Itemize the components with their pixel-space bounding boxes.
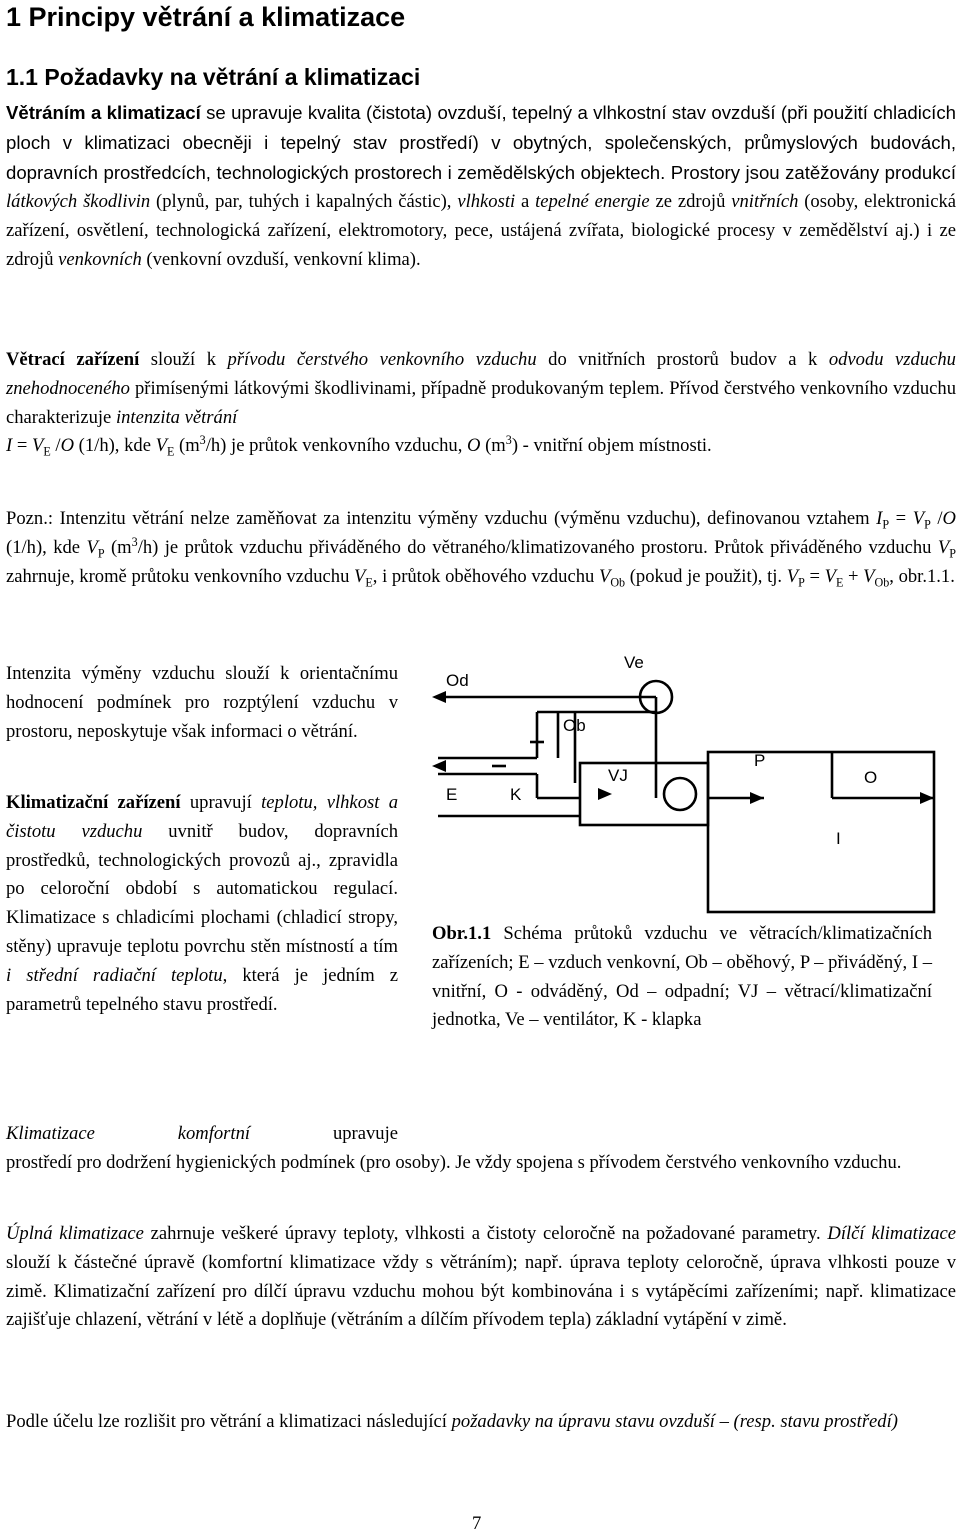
paragraph-air-exchange: Intenzita výměny vzduchu slouží k orientačnímu hodnocení podmínek pro rozptýlení vzduchu v prostoru, neposkytuje však informaci o větrání. [6,663,398,742]
term-internal: vnitřních [731,191,799,213]
text: slouží k [139,349,228,370]
term-temp-humidity-cleanliness: teplotu, vlhkost a čistotu vzduchu [6,792,398,842]
label-ob: Ob [563,716,586,735]
arrow-right-icon [598,788,612,800]
chapter-heading: 1 Principy větrání a klimatizace [6,2,406,32]
figure-caption-number: Obr.1.1 [432,923,492,944]
text: se upravuje kvalita (čistota) ovzduší, tepelný a vlhkostní stav ovzduší (při použití chladicích ploch v klimatizaci obecněji i tepelný stav prostředí) v obytných, společenských, průmyslových budovách, dopravních prostředcích, technologických prostorech i zemědělských objektech. Prostory jsou zatěžovány produkcí [6,102,956,183]
arrow-right-icon [750,792,764,804]
text: (osoby, elektronická zařízení, osvětlení, technologická zařízení, elektromotory, pece, ustájená zvířata, biologické procesy v zemědělství aj.) i ze zdrojů [6,191,957,270]
page-number: 7 [472,1513,482,1534]
term-ventilation-device: Větrací zařízení [6,349,140,370]
term-ventilation-rate: intenzita větrání [115,406,238,428]
figure-caption [432,920,932,1035]
airflow-schematic-diagram [432,648,942,918]
paragraph-intro [6,99,956,275]
paragraph-ac-device: Klimatizační zařízení upravují teplotu, vlhkost a čistotu vzduchu uvnitř budov, dopravních prostředků, technologických provozů aj., zpravidla po celoroční období s automatickou regulací. Klimatizace s chladicími plochami (chladicí stropy, stěny) upravuje teplotu povrchu stěn místností a tím i střední radiační teplotu, která je jedním z parametrů tepelného stavu prostředí. [6,792,398,1015]
arrow-left-icon [432,691,446,703]
term-partial-ac: Dílčí klimatizace [827,1223,956,1244]
term-ac-device: Klimatizační zařízení [6,792,181,813]
text: přimísenými látkovými škodlivinami, případně produkovaným teplem. Přívod čerstvého venkovního vzduchu charakterizuje [6,377,956,428]
label-od: Od [446,671,469,690]
paragraph-full-partial-ac: Úplná klimatizace zahrnuje veškeré úpravy teploty, vlhkosti a čistoty celoročně na požadované parametry. Dílčí klimatizace slouží k částečné úpravě (komfortní klimatizace vždy s větráním); např. úprava teploty celoročně, úprava vlhkosti pouze v zimě. Klimatizační zařízení pro dílčí úpravu vzduchu mohou být kombinována i s vytápěcími zařízeními; např. klimatizace zajišťuje chlazení, větrání v létě a doplňuje (větráním a dílčím přívodem tepla) základní vytápění v zimě. [6,1223,956,1331]
label-p: P [754,751,766,770]
section-heading: 1.1 Požadavky na větrání a klimatizaci [6,64,421,90]
term-requirements: požadavky na úpravu stavu ovzduší – (resp. stavu prostředí) [451,1411,898,1432]
term-external: venkovních [58,248,142,270]
label-ve: Ve [624,653,644,672]
term-heat-energy: tepelné energie [535,191,650,213]
room-box [708,752,934,912]
term-exhaust: odvodu vzduchu znehodnoceného [6,349,956,399]
paragraph-comfort-line: Klimatizace komfortní upravuje [6,1123,398,1144]
text: (plynů, par, tuhých i kapalných částic), [150,191,458,213]
text: (1/h), kde [74,435,156,457]
text: do vnitřních prostorů budov a k [536,349,829,370]
term-humidity: vlhkosti [457,191,516,213]
label-k: K [510,785,522,804]
paragraph-note: Pozn.: Intenzitu větrání nelze zaměňovat za intenzitu výměny vzduchu (výměnu vzduchu), definovanou vztahem $I_P = V_P$ /O (1/h), kde $V_P$ $(m^3/h)$ je průtok vzduchu přiváděného do větraného/klimatizovaného prostoru. Průtok přiváděného vzduchu $V_P$ zahrnuje, kromě průtoku venkovního vzduchu $V_E$, i průtok oběhového vzduchu $V_{Ob}$ (pokud je použit), tj. $V_P = V_E + V_{Ob}$, obr.1.1. [6,508,956,590]
term-ventilation-ac: Větráním a klimatizací [6,102,201,123]
text: (venkovní ovzduší, venkovní klima). [141,248,421,270]
supply-fan-icon [664,778,696,810]
text: a [515,191,536,213]
paragraph-requirements: Podle účelu lze rozlišit pro větrání a klimatizaci následující požadavky na úpravu stavu ovzduší – (resp. stavu prostředí) [6,1411,898,1432]
term-fresh-air-supply: přívodu čerstvého venkovního vzduchu [227,349,537,370]
term-pollutants: látkových škodlivin [6,191,151,213]
term-radiant-temperature: i střední radiační teplotu [6,964,223,986]
label-o: O [864,768,878,787]
text: ze zdrojů [649,191,732,213]
label-vj: VJ [608,766,628,785]
label-i: I [836,829,841,848]
arrow-right-icon [920,792,934,804]
paragraph-ventilation-device: Větrací zařízení slouží k přívodu čerstvého venkovního vzduchu do vnitřních prostorů budov a k odvodu vzduchu znehodnoceného přimísenými látkovými škodlivinami, případně produkovaným teplem. Přívod čerstvého venkovního vzduchu charakterizuje intenzita větrání $I = V_E$ /O (1/h), kde $V_E$ $(m^3/h)$ je průtok venkovního vzduchu, O $(m^3)$ - vnitřní objem místnosti. [6,349,956,460]
figure-caption-text: Schéma průtoků vzduchu ve větracích/klimatizačních zařízeních; E – vzduch venkovní, Ob – oběhový, P – přiváděný, I – vnitřní, O - odváděný, Od – odpadní; VJ – větrací/klimatizační jednotka, Ve – ventilátor, K - klapka [432,923,932,1031]
arrow-left-icon [432,760,446,772]
label-e: E [446,785,458,804]
term-full-ac: Úplná klimatizace [6,1223,144,1244]
paragraph-comfort-rest: prostředí pro dodržení hygienických podmínek (pro osoby). Je vždy spojena s přívodem čerstvého venkovního vzduchu. [6,1152,902,1173]
formula-ventilation-rate: $I = V_E$ /O [6,435,75,460]
